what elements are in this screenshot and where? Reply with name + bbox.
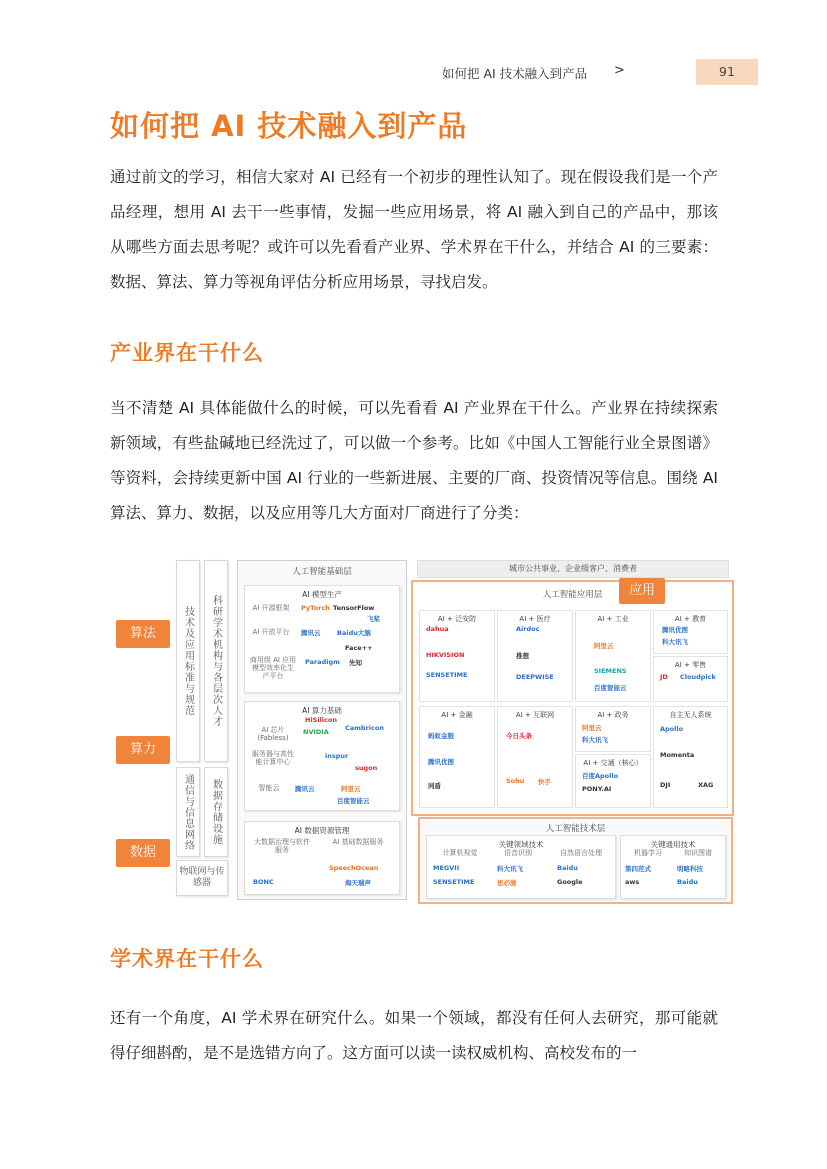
logo-4paradigm: 第四范式	[625, 865, 651, 873]
tech-speech-label: 语音识别	[504, 849, 532, 857]
industry-paragraph: 当不清楚 AI 具体能做什么的时候，可以先看看 AI 产业界在干什么。产业界在持续探索新领域，有些盐碱地已经洗过了，可以做一个参考。比如《中国人工智能行业全景图谱》等资料，会持续更新中国 AI 行业的一些新进展、主要的厂商、投资情况等信息。围绕 AI 算法、算力、数据，以及应用等几大方面对厂商进行了分类：	[110, 399, 718, 522]
logo-kg-baidu: Baidu	[677, 878, 698, 886]
application-badge: 应用	[619, 578, 665, 604]
cell-security: AI + 泛安防 dahua HIKVISION SENSETIME	[419, 610, 495, 702]
col-label-bigdata: 大数据治理与软件服务	[254, 838, 310, 854]
tech-kg-label: 知识图谱	[684, 849, 712, 857]
logo-tongdun: 同盾	[428, 782, 441, 790]
column-network: 通信与信息网络	[176, 767, 200, 857]
cell-medical: AI + 医疗 Airdoc 推想 DEEPWISE	[497, 610, 573, 702]
header-breadcrumb: 如何把 AI 技术融入到产品	[442, 66, 588, 81]
intro-paragraph: 通过前文的学习，相信大家对 AI 已经有一个初步的理性认知了。现在假设我们是一个产品经理，想用 AI 去干一些事情，发掘一些应用场景，将 AI 融入到自己的产品中，那该从哪些方面去思考呢？或许可以先看看产业界、学术界在干什么，并结合 AI 的三要素：数据、算法、算力等视角评估分析应用场景，寻找启发。	[110, 168, 718, 291]
cell-internet: AI + 互联网 今日头条 Sohu 快手	[497, 706, 573, 808]
logo-speechocean: SpeechOcean	[329, 864, 379, 872]
logo-kuaishou: 快手	[538, 778, 551, 786]
customers-banner: 城市公共事业、企业级客户、消费者	[417, 560, 729, 578]
application-layer-panel	[411, 580, 734, 816]
logo-sohu: Sohu	[506, 777, 525, 785]
section-heading-industry: 产业界在干什么	[110, 341, 264, 365]
ai-industry-landscape-figure	[112, 558, 730, 902]
logo-hisilicon: HiSilicon	[305, 716, 337, 724]
logo-tech-sensetime: SENSETIME	[433, 878, 475, 886]
logo-hikvision: HIKVISION	[426, 651, 465, 659]
key-general-tech-title: 关键通用技术	[650, 840, 696, 849]
logo-toutiao: 今日头条	[506, 732, 532, 740]
column-research: 科研学术机构与各层次人才	[204, 560, 228, 762]
logo-paradigm: Paradigm	[305, 658, 340, 666]
logo-cambricon: Cambricon	[345, 724, 384, 732]
logo-apollo-transport: 百度Apollo	[582, 772, 619, 780]
logo-youtu: 腾讯优图	[662, 626, 688, 634]
logo-sugon: sugon	[355, 764, 378, 772]
logo-mininglamp: 明略科技	[677, 865, 703, 873]
logo-faceplusplus: Face++	[345, 644, 373, 652]
cell-finance: AI + 金融 蚂蚁金服 腾讯优图 同盾	[419, 706, 495, 808]
key-general-tech-box	[620, 835, 726, 899]
logo-apollo: Apollo	[660, 725, 684, 733]
logo-baidu-brain: Baidu大脑	[337, 629, 371, 637]
logo-xianzhi: 先知	[349, 659, 362, 667]
foundation-layer-title: 人工智能基础层	[292, 567, 352, 577]
page-title: 如何把 AI 技术融入到产品	[110, 109, 468, 143]
logo-aws: aws	[625, 878, 640, 886]
row-label-framework: AI 开源框架	[252, 604, 290, 612]
logo-inspur: inspur	[325, 752, 349, 760]
academia-paragraph: 还有一个角度，AI 学术界在研究什么。如果一个领域，都没有任何人去研究，那可能就得仔细斟酌，是不是选错方向了。这方面可以读一读权威机构、高校发布的一	[110, 1009, 718, 1062]
technology-layer-panel	[418, 817, 733, 904]
logo-bonc: BONC	[253, 878, 274, 886]
logo-dahua: dahua	[426, 625, 449, 633]
logo-industry-baidu: 百度智能云	[594, 684, 627, 692]
logo-cloud-aliyun: 阿里云	[341, 785, 361, 793]
col-label-basic-data: AI 基础数据服务	[332, 838, 384, 846]
data-management-title: AI 数据资源管理	[294, 826, 350, 835]
logo-siemens: SIEMENS	[594, 667, 627, 675]
logo-tensorflow: TensorFlow	[333, 604, 375, 612]
logo-tech-baidu: Baidu	[557, 864, 578, 872]
row-label-commercial: 商用级 AI 应用模型效率化生产平台	[249, 656, 297, 680]
logo-momenta: Momenta	[660, 751, 695, 759]
logo-deepwise: DEEPWISE	[516, 673, 554, 681]
key-domain-tech-box	[426, 835, 616, 899]
logo-haitian: 海天瑞声	[345, 879, 371, 887]
logo-aispeech: 思必驰	[497, 879, 517, 887]
logo-dji: DJI	[660, 781, 671, 789]
column-iot: 物联网与传感器	[176, 860, 228, 896]
logo-gov-iflytek: 科大讯飞	[582, 736, 608, 744]
row-label-smart-cloud: 智能云	[258, 784, 280, 792]
column-standards: 技术及应用标准与规范	[176, 560, 200, 762]
column-storage: 数据存储设施	[204, 767, 228, 857]
logo-finance-youtu: 腾讯优图	[428, 758, 454, 766]
model-production-title: AI 模型生产	[302, 590, 342, 599]
logo-airdoc: Airdoc	[516, 625, 540, 633]
logo-sensetime: SENSETIME	[426, 671, 468, 679]
cell-retail: AI + 零售 JD Cloudpick	[653, 656, 728, 702]
header-arrow: >	[614, 63, 625, 78]
compute-base-title: AI 算力基础	[302, 706, 342, 715]
cell-education: AI + 教育 腾讯优图 科大讯飞	[653, 610, 728, 654]
logo-cloud-tencent: 腾讯云	[295, 785, 315, 793]
logo-ponyai: PONY.AI	[582, 785, 612, 793]
logo-google: Google	[557, 878, 583, 886]
logo-gov-aliyun: 阿里云	[582, 724, 602, 732]
logo-paddle: 飞桨	[367, 615, 380, 623]
logo-industry-aliyun: 阿里云	[594, 642, 614, 650]
compute-base-box	[244, 701, 400, 811]
row-label-chips: AI 芯片(Fabless)	[257, 726, 289, 742]
tech-nlp-label: 自然语言处理	[560, 849, 602, 857]
tag-algorithm: 算法	[116, 620, 170, 648]
logo-antfin: 蚂蚁金服	[428, 732, 454, 740]
section-heading-academia: 学术界在干什么	[110, 947, 264, 971]
logo-tencent-cloud: 腾讯云	[301, 629, 321, 637]
cell-transport: AI + 交通（核心） 百度Apollo PONY.AI	[575, 754, 651, 808]
logo-tech-iflytek: 科大讯飞	[497, 865, 523, 873]
tech-cv-label: 计算机视觉	[442, 849, 478, 857]
key-domain-tech-title: 关键领域技术	[498, 840, 544, 849]
logo-tuixiang: 推想	[516, 652, 529, 660]
logo-jd: JD	[660, 673, 668, 681]
data-management-box	[244, 821, 400, 895]
cell-autonomous: 自主无人系统 Apollo Momenta DJI XAG	[653, 706, 728, 808]
tech-ml-label: 机器学习	[634, 849, 662, 857]
row-label-platform: AI 开放平台	[252, 628, 290, 636]
page-number: 91	[696, 59, 758, 85]
logo-cloud-baidu: 百度智能云	[337, 797, 370, 805]
tag-data: 数据	[116, 839, 170, 867]
model-production-box	[244, 585, 400, 693]
logo-nvidia: NVIDIA	[303, 728, 329, 736]
logo-iflytek: 科大讯飞	[662, 638, 688, 646]
cell-government: AI + 政务 阿里云 科大讯飞	[575, 706, 651, 752]
technology-layer-title: 人工智能技术层	[545, 824, 606, 834]
logo-xag: XAG	[698, 781, 714, 789]
foundation-layer-panel	[237, 560, 407, 900]
logo-cloudpick: Cloudpick	[680, 673, 716, 681]
logo-megvii: MEGVII	[433, 864, 460, 872]
logo-pytorch: PyTorch	[301, 604, 330, 612]
tag-compute: 算力	[116, 736, 170, 764]
cell-industry: AI + 工业 SIEMENS 阿里云 百度智能云	[575, 610, 651, 702]
row-label-servers: 服务器与高性能计算中心	[252, 750, 294, 766]
application-layer-title: 人工智能应用层	[542, 590, 603, 600]
